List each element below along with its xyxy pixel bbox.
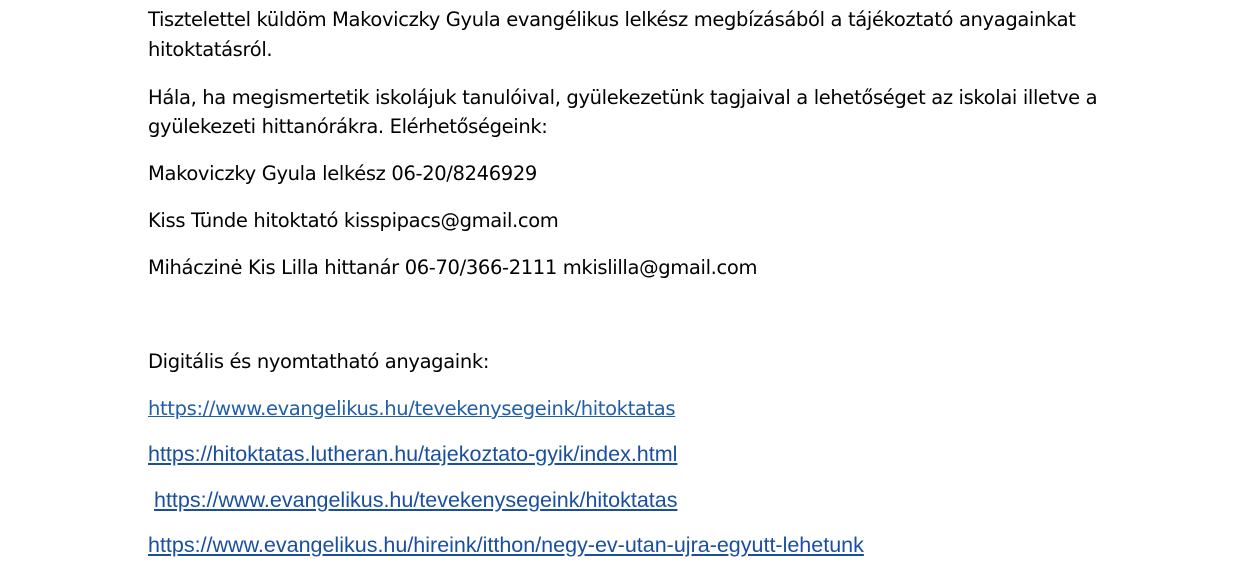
request-line-1: Hála, ha megismertetik iskolájuk tanulóival, gyülekezetünk tagjaival a lehetőséget az iskolai illetve a bbox=[148, 86, 1098, 109]
link-hitoktatas-gyik[interactable]: https://hitoktatas.lutheran.hu/tajekoztato-gyik/index.html bbox=[148, 442, 678, 466]
contact-pastor: Makoviczky Gyula lelkész 06-20/8246929 bbox=[148, 162, 537, 185]
contact-catechist: Kiss Tünde hitoktató kisspipacs@gmail.com bbox=[148, 209, 559, 232]
request-line-2: gyülekezeti hittanórákra. Elérhetőségeink: bbox=[148, 115, 548, 138]
materials-heading: Digitális és nyomtatható anyagaink: bbox=[148, 350, 490, 373]
link-negy-ev-utan[interactable]: https://www.evangelikus.hu/hireink/itthon/negy-ev-utan-ujra-egyutt-lehetunk bbox=[148, 533, 864, 557]
link-evangelikus-hitoktatas[interactable]: https://www.evangelikus.hu/tevekenysegeink/hitoktatas bbox=[148, 397, 676, 420]
intro-line-1: Tisztelettel küldöm Makoviczky Gyula evangélikus lelkész megbízásából a tájékoztató anyagainkat bbox=[148, 8, 1076, 31]
intro-line-2: hitoktatásról. bbox=[148, 38, 273, 61]
link-evangelikus-hitoktatas-2[interactable]: https://www.evangelikus.hu/tevekenysegeink/hitoktatas bbox=[154, 488, 678, 512]
contact-teacher: Miháczinė Kis Lilla hittanár 06-70/366-2111 mkislilla@gmail.com bbox=[148, 256, 758, 279]
